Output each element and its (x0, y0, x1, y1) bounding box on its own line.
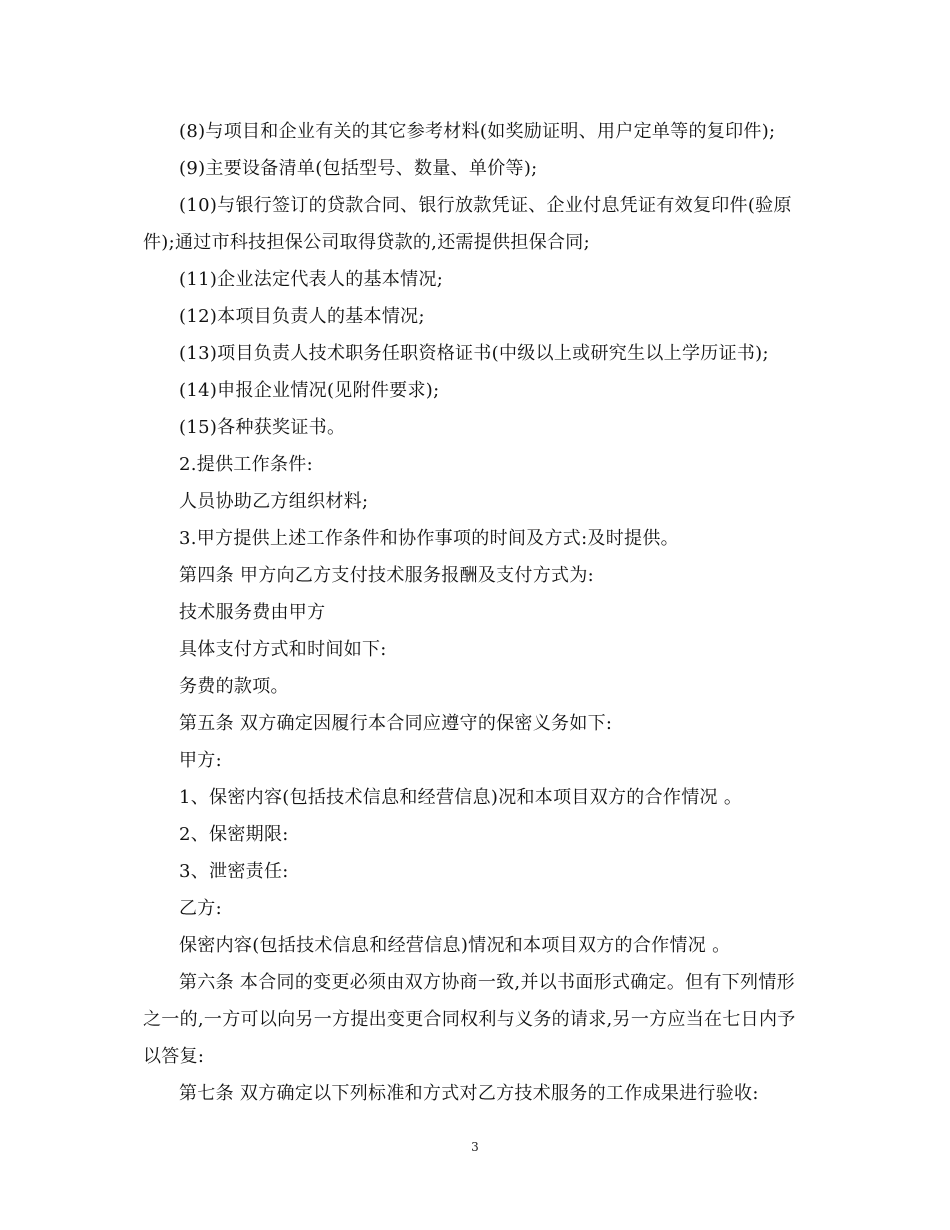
paragraph-article-7: 第七条 双方确定以下列标准和方式对乙方技术服务的工作成果进行验收: (179, 1083, 759, 1104)
paragraph-work-conditions: 2.提供工作条件: (179, 454, 313, 475)
paragraph-personnel-assist: 人员协助乙方组织材料; (179, 491, 369, 512)
paragraph-item-14: (14)申报企业情况(见附件要求); (179, 380, 440, 401)
paragraph-party-b: 乙方: (179, 898, 222, 919)
paragraph-confidential-content-b: 保密内容(包括技术信息和经营信息)情况和本项目双方的合作情况 。 (179, 935, 731, 956)
paragraph-article-6: 第六条 本合同的变更必须由双方协商一致,并以书面形式确定。但有下列情形之一的,一方可以向另一方提出变更合同权利与义务的请求,另一方应当在七日内予以答复: (143, 972, 796, 1067)
paragraph-item-12: (12)本项目负责人的基本情况; (179, 306, 425, 327)
paragraph-item-9: (9)主要设备清单(包括型号、数量、单价等); (179, 158, 538, 179)
paragraph-confidential-content-a: 1、保密内容(包括技术信息和经营信息)况和本项目双方的合作情况 。 (179, 787, 743, 808)
paragraph-article-5: 第五条 双方确定因履行本合同应遵守的保密义务如下: (179, 713, 613, 734)
paragraph-fee-item: 务费的款项。 (179, 676, 289, 697)
paragraph-service-fee: 技术服务费由甲方 (179, 602, 326, 623)
paragraph-item-10: (10)与银行签订的贷款合同、银行放款凭证、企业付息凭证有效复印件(验原件);通过市科技担保公司取得贷款的,还需提供担保合同; (143, 195, 792, 253)
paragraph-item-8: (8)与项目和企业有关的其它参考材料(如奖励证明、用户定单等的复印件); (179, 121, 776, 142)
paragraph-payment-method: 具体支付方式和时间如下: (179, 639, 387, 660)
paragraph-article-4: 第四条 甲方向乙方支付技术服务报酬及支付方式为: (179, 565, 594, 586)
paragraph-item-13: (13)项目负责人技术职务任职资格证书(中级以上或研究生以上学历证书); (179, 343, 769, 364)
paragraph-party-a: 甲方: (179, 750, 222, 771)
paragraph-leak-liability: 3、泄密责任: (179, 861, 289, 882)
paragraph-timing: 3.甲方提供上述工作条件和协作事项的时间及方式:及时提供。 (179, 528, 679, 549)
paragraph-item-15: (15)各种获奖证书。 (179, 417, 346, 438)
page-number: 3 (471, 1140, 479, 1154)
paragraph-confidential-period: 2、保密期限: (179, 824, 289, 845)
paragraph-item-11: (11)企业法定代表人的基本情况; (179, 269, 444, 290)
document-body (143, 113, 810, 1112)
